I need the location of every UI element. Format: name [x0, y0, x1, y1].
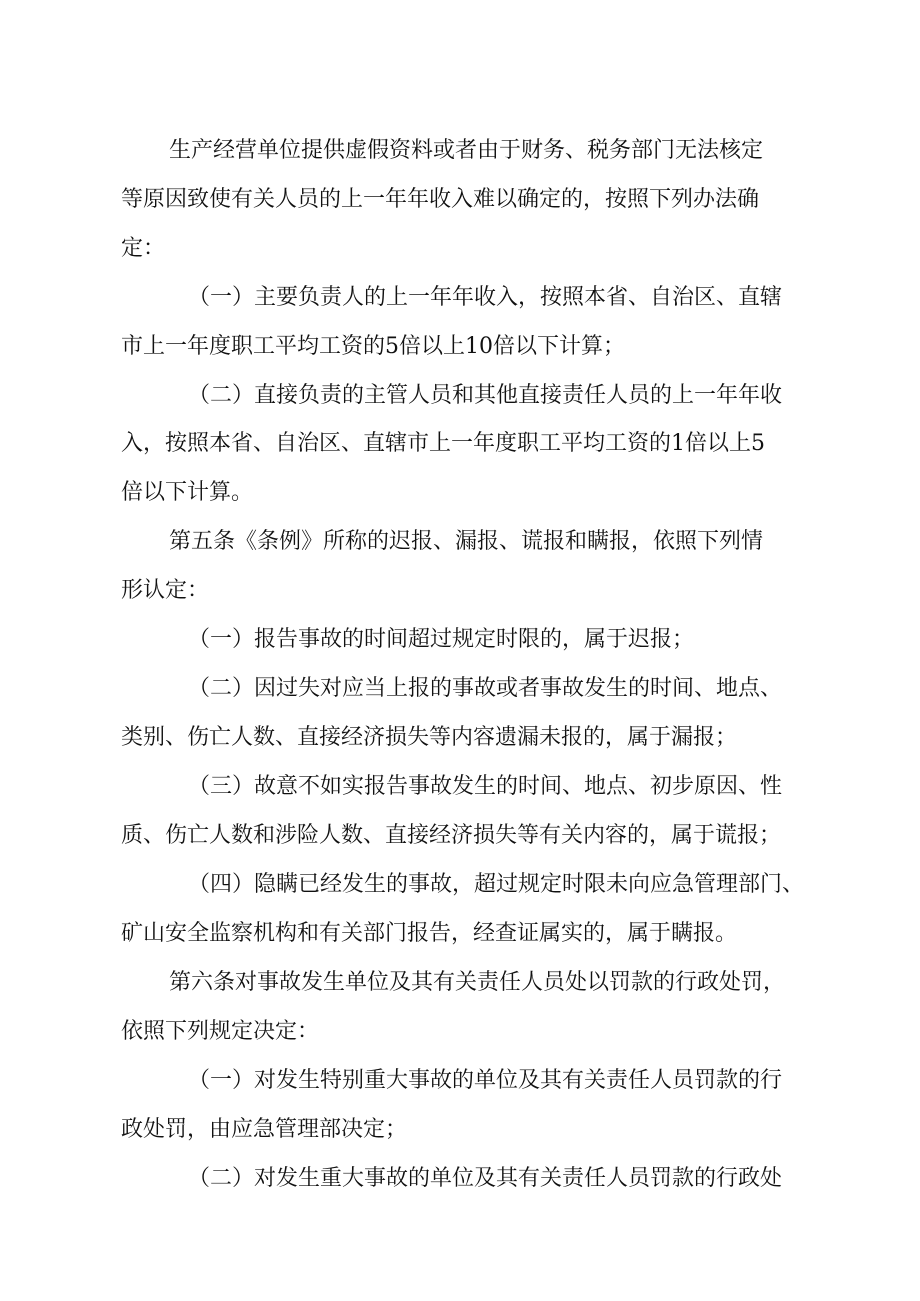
paragraph-line: （二）直接负责的主管人员和其他直接责任人员的上一年年收	[188, 383, 783, 408]
paragraph-line: 矿山安全监察机构和有关部门报告，经查证属实的，属于瞒报。	[121, 921, 738, 946]
paragraph-line: 类别、伤亡人数、直接经济损失等内容遗漏未报的，属于漏报；	[121, 725, 738, 750]
paragraph-line: 市上一年度职工平均工资的5倍以上10倍以下计算；	[121, 334, 625, 359]
paragraph-line: 倍以下计算。	[121, 480, 254, 505]
paragraph-line: （二）因过失对应当上报的事故或者事故发生的时间、地点、	[188, 676, 783, 701]
paragraph-line: （二）对发生重大事故的单位及其有关责任人员罚款的行政处	[188, 1166, 783, 1191]
paragraph-line: （三）故意不如实报告事故发生的时间、地点、初步原因、性	[188, 774, 783, 799]
paragraph-line: （一）报告事故的时间超过规定时限的，属于迟报；	[188, 627, 695, 652]
paragraph-line: 入，按照本省、自治区、直辖市上一年度职工平均工资的1倍以上5	[121, 431, 765, 456]
paragraph-line: 定：	[121, 236, 166, 261]
paragraph-line: 质、伤亡人数和涉险人数、直接经济损失等有关内容的，属于谎报；	[121, 823, 782, 848]
paragraph-line: 依照下列规定决定：	[121, 1019, 320, 1044]
paragraph-line: 生产经营单位提供虚假资料或者由于财务、税务部门无法核定	[169, 138, 764, 163]
paragraph-line: （一）主要负责人的上一年年收入，按照本省、自治区、直辖	[188, 285, 783, 310]
paragraph-line: 等原因致使有关人员的上一年年收入难以确定的，按照下列办法确	[121, 187, 760, 212]
article-heading-line: 第六条对事故发生单位及其有关责任人员处以罚款的行政处罚，	[169, 970, 786, 995]
paragraph-line: 政处罚，由应急管理部决定；	[121, 1117, 408, 1142]
paragraph-line: 形认定：	[121, 578, 210, 603]
article-heading-line: 第五条《条例》所称的迟报、漏报、谎报和瞒报，依照下列情	[169, 529, 764, 554]
paragraph-line: （一）对发生特别重大事故的单位及其有关责任人员罚款的行	[188, 1068, 783, 1093]
paragraph-line: （四）隐瞒已经发生的事故，超过规定时限未向应急管理部门、	[188, 872, 805, 897]
